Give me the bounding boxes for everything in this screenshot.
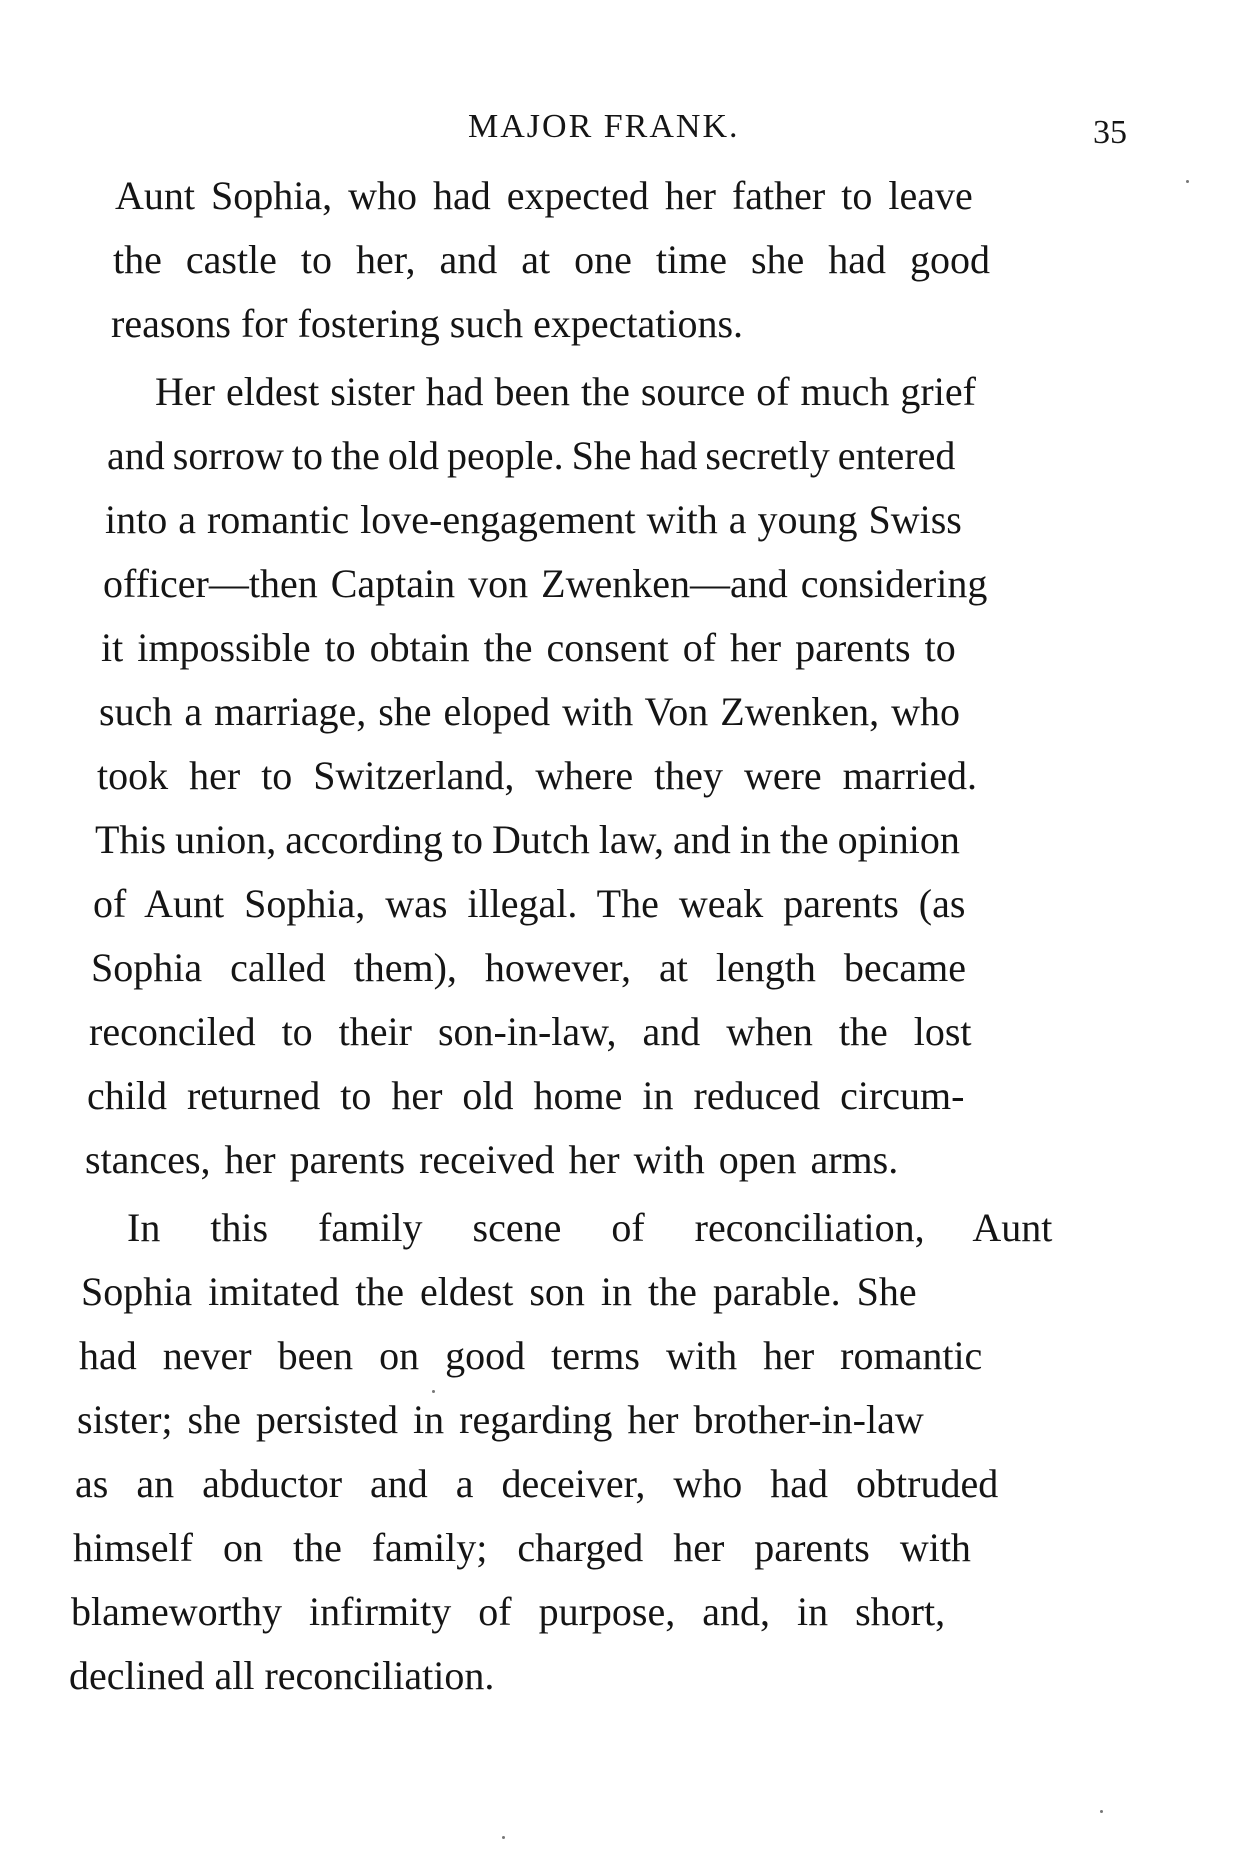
text-line: reconciled to their son-in-law, and when the lost	[89, 1009, 972, 1054]
text-line: declined all reconciliation.	[69, 1653, 495, 1698]
paper-speck	[502, 1836, 505, 1839]
paper-speck	[1186, 180, 1189, 183]
text-line: and sorrow to the old people. She had secretly entered	[107, 433, 956, 478]
text-line: In this family scene of reconciliation, Aunt	[127, 1205, 1053, 1250]
text-line: reasons for fostering such expectations.	[111, 301, 744, 346]
text-line: had never been on good terms with her romantic	[79, 1333, 983, 1378]
paper-speck	[1100, 1810, 1103, 1813]
text-line: officer—then Captain von Zwenken—and considering	[103, 561, 988, 606]
text-line: it impossible to obtain the consent of her parents to	[101, 625, 956, 670]
text-line: as an abductor and a deceiver, who had obtruded	[75, 1461, 999, 1506]
text-line: took her to Switzerland, where they were married.	[97, 753, 978, 798]
text-line: into a romantic love-engagement with a young Swiss	[105, 497, 962, 542]
page-number: 35	[1093, 114, 1127, 151]
text-line: stances, her parents received her with open arms.	[85, 1137, 899, 1182]
text-line: Sophia imitated the eldest son in the parable. She	[81, 1269, 917, 1314]
text-line: the castle to her, and at one time she had good	[113, 237, 991, 282]
text-line: sister; she persisted in regarding her brother-in-law	[77, 1397, 924, 1442]
text-line: such a marriage, she eloped with Von Zwenken, who	[99, 689, 960, 734]
text-line: This union, according to Dutch law, and in the opinion	[95, 817, 960, 862]
text-line: blameworthy infirmity of purpose, and, in short,	[71, 1589, 946, 1634]
text-line: Her eldest sister had been the source of much grief	[155, 369, 976, 414]
text-line: Aunt Sophia, who had expected her father to leave	[115, 173, 973, 218]
text-line: Sophia called them), however, at length became	[91, 945, 966, 990]
running-title: MAJOR FRANK.	[468, 108, 740, 145]
paper-speck	[432, 1390, 435, 1393]
text-line: child returned to her old home in reduced circum-	[87, 1073, 965, 1118]
text-line: of Aunt Sophia, was illegal. The weak parents (as	[93, 881, 966, 926]
text-line: himself on the family; charged her parents with	[73, 1525, 971, 1570]
